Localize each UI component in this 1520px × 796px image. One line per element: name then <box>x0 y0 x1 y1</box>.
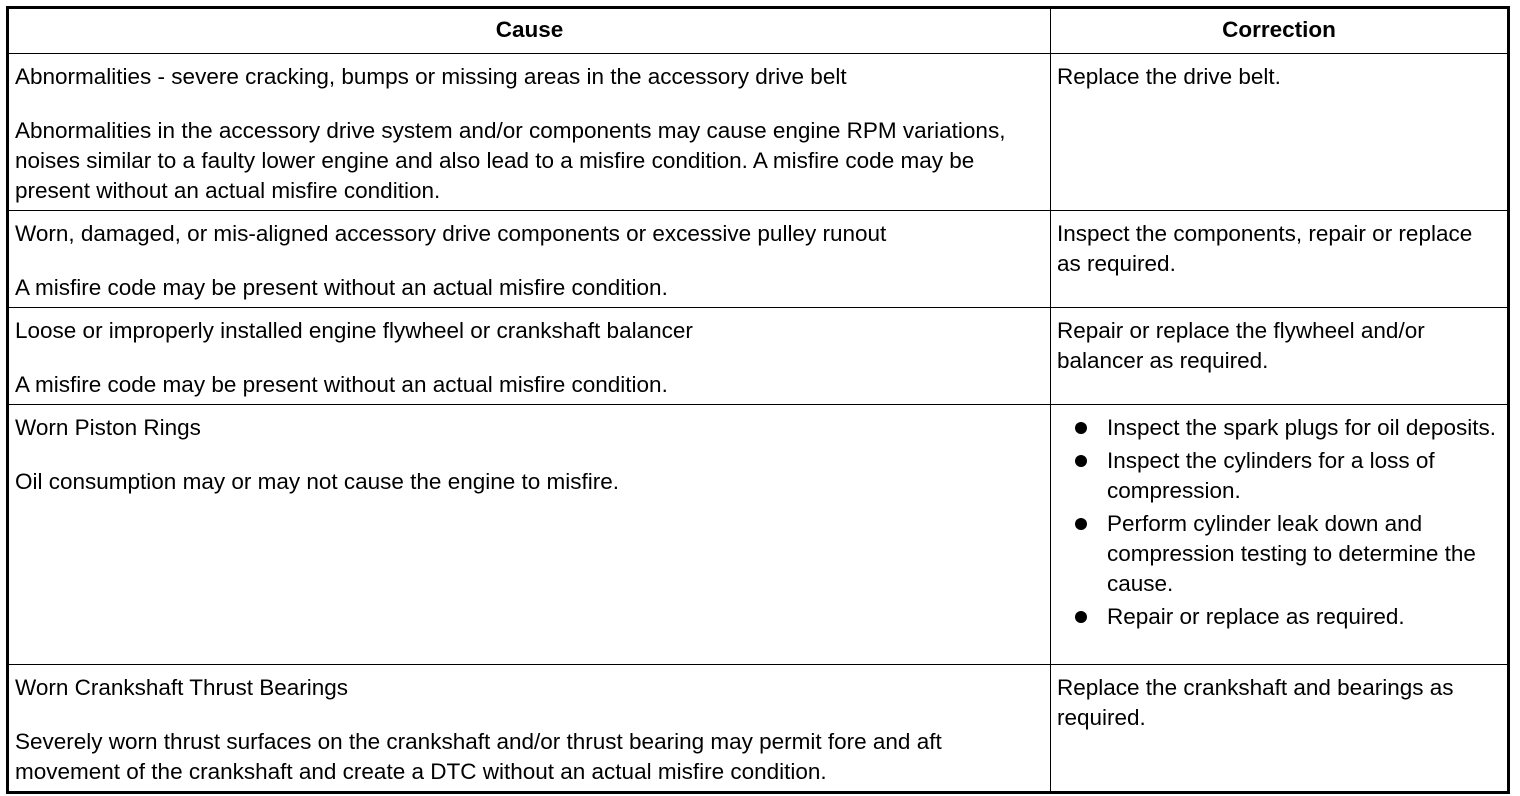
cause-note: Abnormalities in the accessory drive system and/or components may cause engine RPM variations, noises similar to a faulty lower engine and also lead to a misfire condition. A misfire code may be present without an actual misfire condition. <box>15 118 1006 203</box>
cause-correction-table <box>6 6 1510 794</box>
cause-cell <box>8 54 1051 211</box>
bullet-icon <box>1075 611 1087 623</box>
table-header-row <box>8 8 1509 54</box>
cause-title: Worn Crankshaft Thrust Bearings <box>15 675 349 700</box>
cause-cell <box>8 308 1051 405</box>
bullet-icon <box>1075 422 1087 434</box>
list-item <box>1057 446 1501 506</box>
correction-text: Inspect the components, repair or replace as required. <box>1057 221 1473 276</box>
cause-title: Worn, damaged, or mis-aligned accessory drive components or excessive pulley runout <box>15 221 887 246</box>
list-item <box>1057 413 1501 443</box>
cause-note: A misfire code may be present without an actual misfire condition. <box>15 275 668 300</box>
cause-cell <box>8 211 1051 308</box>
bullet-icon <box>1075 518 1087 530</box>
correction-cell <box>1051 308 1509 405</box>
list-item <box>1057 509 1501 599</box>
cause-cell <box>8 665 1051 793</box>
correction-text: Repair or replace the flywheel and/or balancer as required. <box>1057 318 1425 373</box>
cause-title: Worn Piston Rings <box>15 415 201 440</box>
correction-cell <box>1051 405 1509 665</box>
step-text: Inspect the spark plugs for oil deposits. <box>1107 415 1496 440</box>
table-row <box>8 405 1509 665</box>
correction-text: Replace the crankshaft and bearings as required. <box>1057 675 1454 730</box>
correction-cell <box>1051 54 1509 211</box>
list-item <box>1057 602 1501 632</box>
table-row <box>8 54 1509 211</box>
header-correction: Correction <box>1051 8 1509 54</box>
step-text: Repair or replace as required. <box>1107 604 1405 629</box>
step-text: Inspect the cylinders for a loss of compression. <box>1107 448 1435 503</box>
correction-cell <box>1051 211 1509 308</box>
correction-text: Replace the drive belt. <box>1057 64 1281 89</box>
correction-cell <box>1051 665 1509 793</box>
step-text: Perform cylinder leak down and compression testing to determine the cause. <box>1107 511 1476 596</box>
table-row <box>8 665 1509 793</box>
cause-cell <box>8 405 1051 665</box>
correction-steps-list <box>1057 413 1501 632</box>
bullet-icon <box>1075 455 1087 467</box>
table-row <box>8 308 1509 405</box>
header-cause: Cause <box>8 8 1051 54</box>
cause-title: Abnormalities - severe cracking, bumps or missing areas in the accessory drive belt <box>15 64 847 89</box>
cause-note: Oil consumption may or may not cause the engine to misfire. <box>15 469 620 494</box>
cause-title: Loose or improperly installed engine flywheel or crankshaft balancer <box>15 318 693 343</box>
cause-note: Severely worn thrust surfaces on the crankshaft and/or thrust bearing may permit fore and aft movement of the crankshaft and create a DTC without an actual misfire condition. <box>15 729 942 784</box>
cause-note: A misfire code may be present without an actual misfire condition. <box>15 372 668 397</box>
table-row <box>8 211 1509 308</box>
